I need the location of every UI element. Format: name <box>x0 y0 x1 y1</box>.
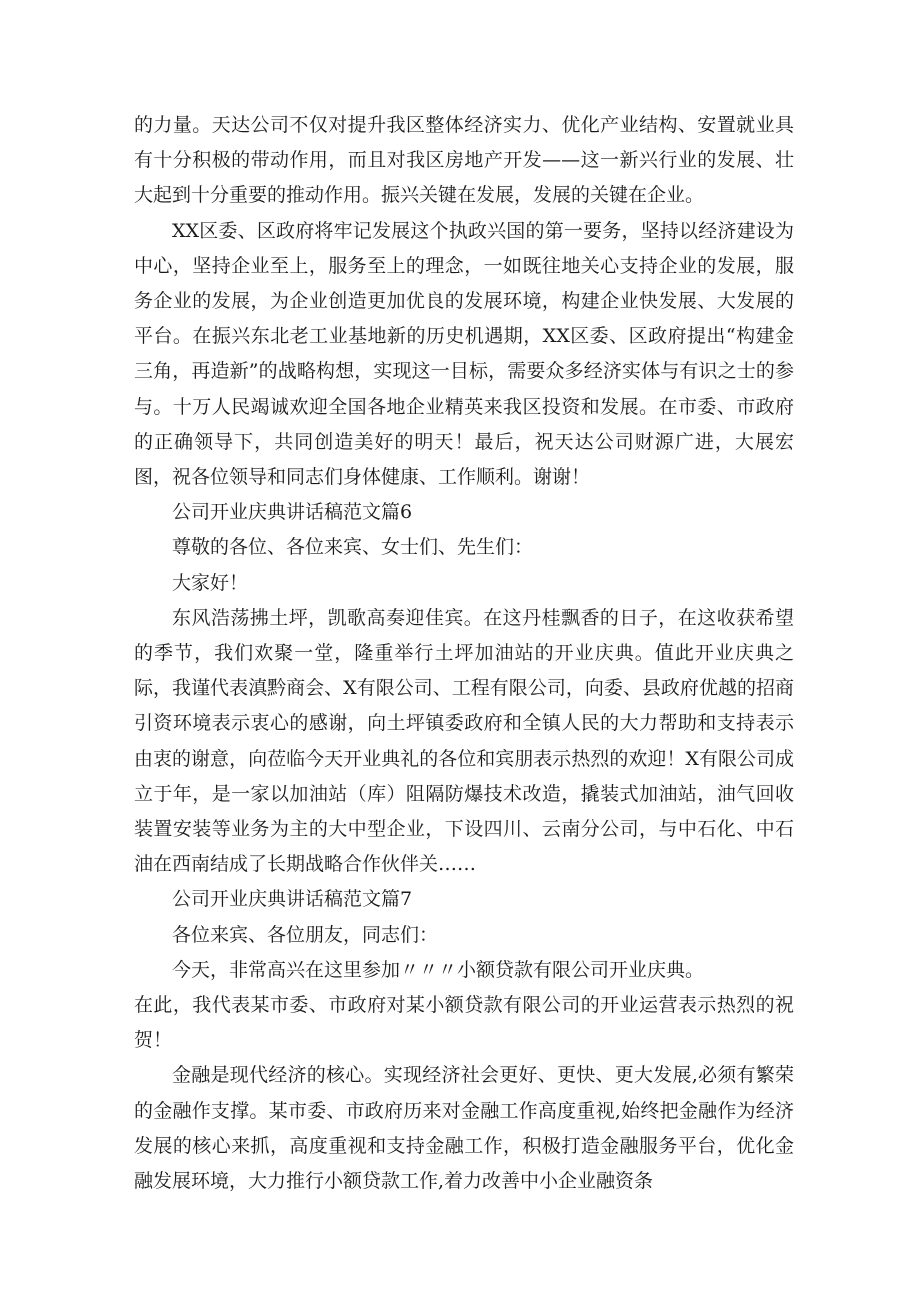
paragraph-continuation: 的力量。天达公司不仅对提升我区整体经济实力、优化产业结构、安置就业具有十分积极的带动作用，而且对我区房地产开发——这一新兴行业的发展、壮大起到十分重要的推动作用。振兴关键在发展，发展的关键在企业。 <box>134 114 794 207</box>
paragraph-district-commitment: XX区委、区政府将牢记发展这个执政兴国的第一要务，坚持以经济建设为中心，坚持企业至上，服务至上的理念，一如既往地关心支持企业的发展，服务企业的发展，为企业创造更加优良的发展环境，构建企业快发展、大发展的平台。在振兴东北老工业基地新的历史机遇期，XX区委、区政府提出“构建金三角，再造新”的战略构想，实现这一目标，需要众多经济实体与有识之士的参与。十万人民竭诚欢迎全国各地企业精英来我区投资和发展。在市委、市政府的正确领导下，共同创造美好的明天！最后，祝天达公司财源广进，大展宏图，祝各位领导和同志们身体健康、工作顺利。谢谢！ <box>134 219 794 489</box>
salutation-7: 各位来宾、各位朋友，同志们： <box>172 923 439 946</box>
paragraph-finance: 金融是现代经济的核心。实现经济社会更好、更快、更大发展,必须有繁荣的金融作支撑。某市委、市政府历来对金融工作高度重视,始终把金融作为经济发展的核心来抓，高度重视和支持金融工作，积极打造金融服务平台，优化金融发展环境，大力推行小额贷款工作,着力改善中小企业融资条 <box>134 1064 794 1193</box>
paragraph-congratulations: 在此，我代表某市委、市政府对某小额贷款有限公司的开业运营表示热烈的祝贺！ <box>134 994 794 1052</box>
salutation-6: 尊敬的各位、各位来宾、女士们、先生们： <box>172 536 534 559</box>
section-heading-6: 公司开业庆典讲话稿范文篇6 <box>172 501 413 524</box>
paragraph-opening-ceremony: 今天，非常高兴在这里参加〃〃〃小额贷款有限公司开业庆典。 <box>172 958 705 981</box>
section-heading-7: 公司开业庆典讲话稿范文篇7 <box>172 888 413 911</box>
greeting-6: 大家好！ <box>172 571 249 594</box>
document-body <box>134 108 794 1199</box>
paragraph-gas-station: 东风浩荡拂土坪，凯歌高奏迎佳宾。在这丹桂飘香的日子，在这收获希望的季节，我们欢聚一堂，隆重举行土坪加油站的开业庆典。值此开业庆典之际，我谨代表滇黔商会、X有限公司、工程有限公司，向委、县政府优越的招商引资环境表示衷心的感谢，向土坪镇委政府和全镇人民的大力帮助和支持表示由衷的谢意，向莅临今天开业典礼的各位和宾朋表示热烈的欢迎！X有限公司成立于年，是一家以加油站（库）阻隔防爆技术改造，撬装式加油站，油气回收装置安装等业务为主的大中型企业，下设四川、云南分公司，与中石化、中石油在西南结成了长期战略合作伙伴关…… <box>134 606 794 876</box>
